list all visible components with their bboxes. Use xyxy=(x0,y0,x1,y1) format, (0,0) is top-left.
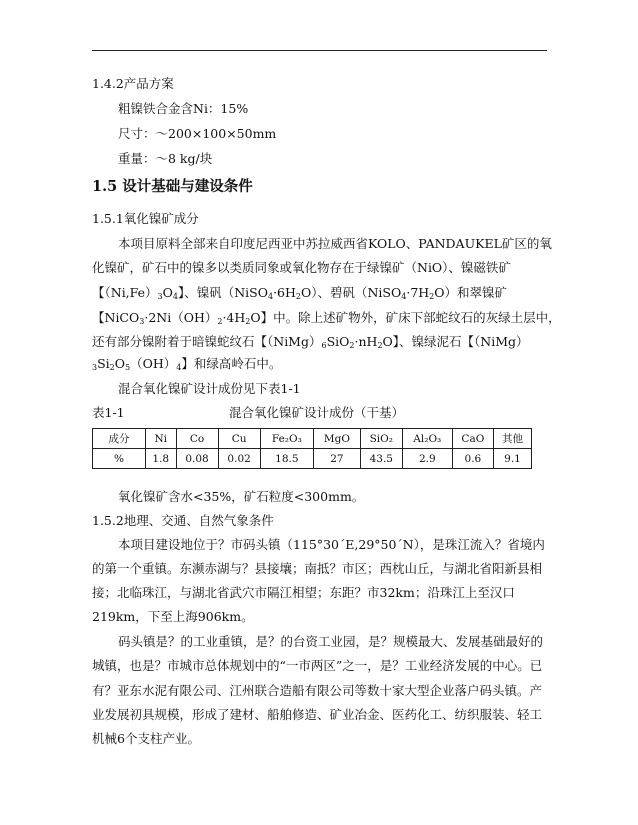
paragraph-line: 城镇，也是？市城市总体规划中的“一市两区”之一，是？工业经济发展的中心。已 xyxy=(92,658,543,673)
text-run: 】和绿高岭石中。 xyxy=(181,356,282,371)
table-header-cell: SiO₂ xyxy=(360,429,402,449)
subscript: 2 xyxy=(109,363,115,372)
table-caption: 混合氧化镍矿设计成份（干基） xyxy=(229,405,405,420)
paragraph-line: 业发展初具规模，形成了建材、船舶修造、矿业冶金、医药化工、纺织服装、轻工 xyxy=(92,707,543,722)
table-cell: 43.5 xyxy=(360,449,402,469)
subscript: 3 xyxy=(139,317,145,326)
paragraph-line: 混合氧化镍矿设计成份见下表1-1 xyxy=(118,381,301,396)
text-run: 【（Ni,Fe） xyxy=(92,285,158,300)
subscript: 2 xyxy=(217,317,223,326)
table-header-cell: CaO xyxy=(452,429,493,449)
paragraph-line: 本项目原料全部来自印度尼西亚中苏拉威西省KOLO、PANDAUKEL矿区的氧 xyxy=(118,236,552,251)
subscript: 4 xyxy=(172,292,178,301)
text-run: SiO xyxy=(326,334,350,349)
paragraph-line-formula xyxy=(92,334,529,354)
table-cell: 0.6 xyxy=(452,449,493,469)
paragraph-line: 接；北临珠江，与湖北省武穴市隔江相望；东距？市32km；沿珠江上至汉口 xyxy=(92,585,515,600)
size-text: 尺寸：～200×100×50mm xyxy=(118,126,277,141)
table-header-cell: Co xyxy=(176,429,218,449)
paragraph-line-formula xyxy=(92,285,507,305)
table-cell: 0.02 xyxy=(218,449,260,469)
paragraph-line-formula xyxy=(92,356,281,376)
subscript: 2 xyxy=(295,292,301,301)
weight-text: 重量：～8 kg/块 xyxy=(118,151,213,166)
table-cell: 0.08 xyxy=(176,449,218,469)
paragraph-line: 码头镇是？的工业重镇，是？的台资工业园，是？规模最大、发展基础最好的 xyxy=(118,634,544,649)
table-header-cell: 成分 xyxy=(93,429,146,449)
table-label: 表1-1 xyxy=(92,405,125,420)
table-cell: 2.9 xyxy=(402,449,452,469)
table-cell: 1.8 xyxy=(146,449,177,469)
text-run: 还有部分镍附着于暗镍蛇纹石【（NiMg） xyxy=(92,334,322,349)
section-142-title: 1.4.2产品方案 xyxy=(92,76,174,91)
subscript: 2 xyxy=(349,341,355,350)
subscript: 3 xyxy=(157,292,163,301)
table-header-cell: Fe₂O₃ xyxy=(260,429,313,449)
text-run: Si xyxy=(97,356,110,371)
subscript: 5 xyxy=(125,363,131,372)
header-rule xyxy=(92,50,547,51)
paragraph-line: 氧化镍矿含水<35%，矿石粒度<300mm。 xyxy=(118,489,365,504)
table-cell: 18.5 xyxy=(260,449,313,469)
table-header-cell: MgO xyxy=(314,429,361,449)
section-152-title: 1.5.2地理、交通、自然气象条件 xyxy=(92,513,274,528)
ni-content-text: 粗镍铁合金含Ni：15% xyxy=(118,101,249,116)
paragraph-line: 化镍矿，矿石中的镍多以类质同象或氧化物存在于绿镍矿（NiO）、镍磁铁矿 xyxy=(92,260,511,275)
text-run: ·4H xyxy=(222,310,246,325)
text-run: 【NiCO xyxy=(92,310,140,325)
text-run: ·nH xyxy=(354,334,378,349)
text-run: （OH） xyxy=(130,356,177,371)
text-run: ·2Ni（OH） xyxy=(144,310,218,325)
subscript: 2 xyxy=(429,292,435,301)
subscript: 6 xyxy=(321,341,327,350)
subscript: 2 xyxy=(377,341,383,350)
composition-table xyxy=(92,428,532,469)
paragraph-line: 机械6个支柱产业。 xyxy=(92,731,200,746)
table-header-cell: 其他 xyxy=(493,429,531,449)
table-header-row xyxy=(93,429,532,449)
subscript: 2 xyxy=(245,317,251,326)
text-run: O）和翠镍矿 xyxy=(434,285,508,300)
table-cell: % xyxy=(93,449,146,469)
text-run: O】、镍绿泥石【（NiMg） xyxy=(382,334,529,349)
section-151-title: 1.5.1氧化镍矿成分 xyxy=(92,211,199,226)
paragraph-line: 本项目建设地位于？市码头镇（115°30ˊE,29°50ˊN），是珠江流入？省境内 xyxy=(118,537,545,552)
text-run: O）、碧矾（NiSO xyxy=(301,285,402,300)
text-run: O】中。除上述矿物外，矿床下部蛇纹石的灰绿土层中， xyxy=(250,310,561,325)
text-run: 】、镍矾（NiSO xyxy=(177,285,268,300)
table-cell: 27 xyxy=(314,449,361,469)
section-15-heading: 1.5 设计基础与建设条件 xyxy=(92,178,253,195)
paragraph-line: 的第一个重镇。东濒赤湖与？县接壤；南抵？市区；西枕山丘，与湖北省阳新县相 xyxy=(92,561,543,576)
text-run: O xyxy=(114,356,125,371)
text-run: O xyxy=(162,285,173,300)
text-run: ·6H xyxy=(273,285,296,300)
paragraph-line: 有？亚东水泥有限公司、江州联合造船有限公司等数十家大型企业落户码头镇。产 xyxy=(92,683,543,698)
subscript: 4 xyxy=(267,292,274,301)
table-header-cell: Ni xyxy=(146,429,177,449)
table-header-cell: Al₂O₃ xyxy=(402,429,452,449)
table-header-cell: Cu xyxy=(218,429,260,449)
subscript: 4 xyxy=(401,292,407,301)
subscript: 4 xyxy=(176,363,182,372)
paragraph-line-formula xyxy=(92,310,561,330)
table-cell: 9.1 xyxy=(493,449,531,469)
subscript: 3 xyxy=(92,363,98,372)
text-run: ·7H xyxy=(406,285,430,300)
table-row xyxy=(93,449,532,469)
paragraph-line: 219km，下至上海906km。 xyxy=(92,609,254,624)
